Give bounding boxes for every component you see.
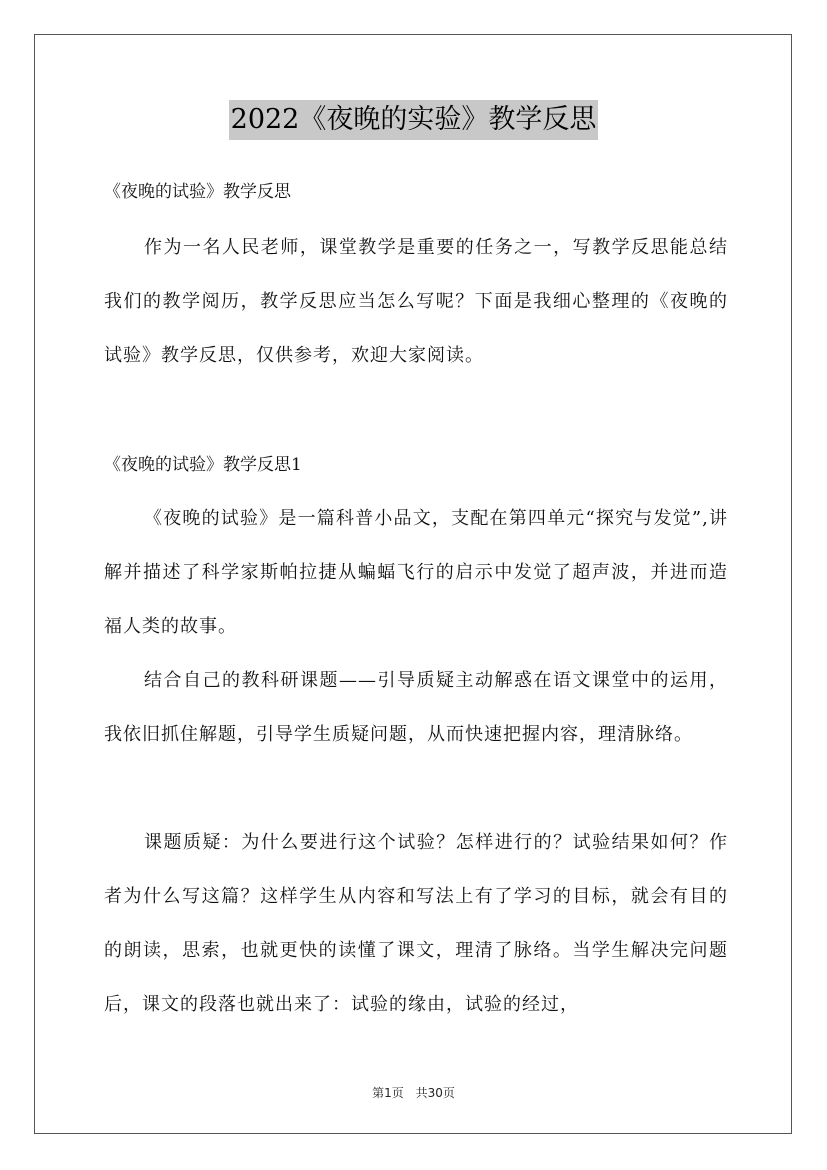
page-total: 共30页 [415, 1086, 455, 1100]
page-current: 第1页 [372, 1086, 404, 1100]
section1-paragraph-3: 课题质疑：为什么要进行这个试验？怎样进行的？试验结果如何？作者为什么写这篇？这样学生从内容和写法上有了学习的目标，就会有目的的朗读，思索，也就更快的读懂了课文，理清了脉络。当学生解决完问题后，课文的段落也就出来了：试验的缘由，试验的经过， [104, 832, 728, 1015]
title-wrap [0, 100, 827, 140]
intro-paragraph: 作为一名人民老师，课堂教学是重要的任务之一，写教学反思能总结我们的教学阅历，教学反思应当怎么写呢？下面是我细心整理的《夜晚的试验》教学反思，仅供参考，欢迎大家阅读。 [104, 237, 728, 366]
section1-paragraph-1: 《夜晚的试验》是一篇科普小品文，支配在第四单元“探究与发觉”,讲解并描述了科学家斯帕拉捷从蝙蝠飞行的启示中发觉了超声波，并进而造福人类的故事。 [104, 508, 728, 637]
section1-heading: 《夜晚的试验》教学反思1 [104, 455, 302, 475]
document-title: 2022《夜晚的实验》教学反思 [229, 100, 599, 140]
intro-heading: 《夜晚的试验》教学反思 [104, 182, 291, 202]
section1-paragraph-2: 结合自己的教科研课题——引导质疑主动解惑在语文课堂中的运用，我依旧抓住解题，引导学生质疑问题，从而快速把握内容，理清脉络。 [104, 670, 728, 745]
page-footer [0, 1084, 827, 1101]
